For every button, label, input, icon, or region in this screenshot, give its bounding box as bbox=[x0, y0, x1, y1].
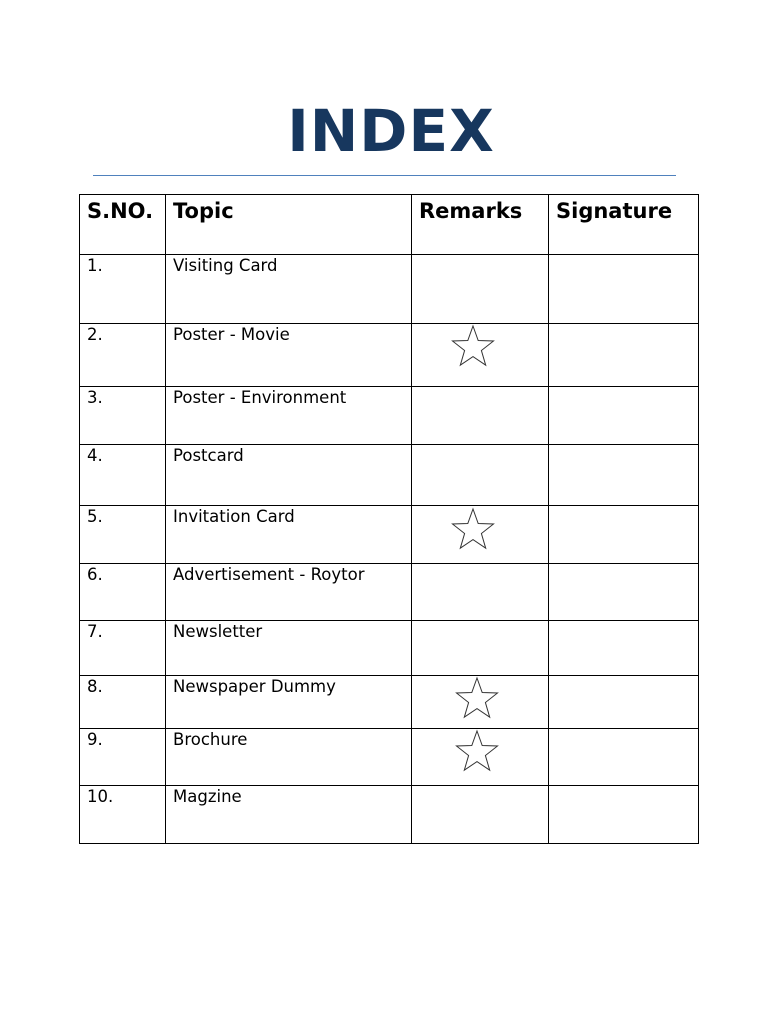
title-underline bbox=[93, 175, 676, 176]
header-signature: Signature bbox=[549, 195, 699, 255]
topic-cell: Magzine bbox=[166, 786, 412, 844]
remarks-cell bbox=[412, 786, 549, 844]
sno-cell: 4. bbox=[80, 445, 166, 506]
table-row bbox=[80, 324, 699, 387]
table-row bbox=[80, 676, 699, 729]
index-table bbox=[79, 194, 699, 844]
sno-cell: 10. bbox=[80, 786, 166, 844]
signature-cell bbox=[549, 506, 699, 564]
table-row bbox=[80, 786, 699, 844]
remarks-cell bbox=[412, 445, 549, 506]
topic-cell: Newsletter bbox=[166, 621, 412, 676]
table-row bbox=[80, 506, 699, 564]
sno-cell: 6. bbox=[80, 564, 166, 621]
signature-cell bbox=[549, 621, 699, 676]
signature-cell bbox=[549, 676, 699, 729]
table-row bbox=[80, 255, 699, 324]
remarks-cell bbox=[412, 506, 549, 564]
remarks-cell bbox=[412, 324, 549, 387]
table-row bbox=[80, 729, 699, 786]
sno-cell: 5. bbox=[80, 506, 166, 564]
star-outline-icon bbox=[450, 507, 496, 551]
signature-cell bbox=[549, 445, 699, 506]
remarks-cell bbox=[412, 621, 549, 676]
topic-cell: Advertisement - Roytor bbox=[166, 564, 412, 621]
header-topic: Topic bbox=[166, 195, 412, 255]
topic-cell: Poster - Environment bbox=[166, 387, 412, 445]
topic-cell: Poster - Movie bbox=[166, 324, 412, 387]
signature-cell bbox=[549, 786, 699, 844]
remarks-cell bbox=[412, 564, 549, 621]
remarks-cell bbox=[412, 729, 549, 786]
sno-cell: 8. bbox=[80, 676, 166, 729]
star-outline-icon bbox=[454, 676, 500, 720]
topic-cell: Invitation Card bbox=[166, 506, 412, 564]
signature-cell bbox=[549, 255, 699, 324]
sno-cell: 2. bbox=[80, 324, 166, 387]
signature-cell bbox=[549, 729, 699, 786]
table-row bbox=[80, 621, 699, 676]
topic-cell: Visiting Card bbox=[166, 255, 412, 324]
header-sno: S.NO. bbox=[80, 195, 166, 255]
table-row bbox=[80, 564, 699, 621]
remarks-cell bbox=[412, 255, 549, 324]
table-row bbox=[80, 445, 699, 506]
table-row bbox=[80, 387, 699, 445]
sno-cell: 7. bbox=[80, 621, 166, 676]
sno-cell: 9. bbox=[80, 729, 166, 786]
star-outline-icon bbox=[450, 324, 496, 368]
topic-cell: Brochure bbox=[166, 729, 412, 786]
header-row bbox=[80, 195, 699, 255]
signature-cell bbox=[549, 324, 699, 387]
header-remarks: Remarks bbox=[412, 195, 549, 255]
remarks-cell bbox=[412, 676, 549, 729]
page-title: INDEX bbox=[287, 97, 495, 165]
signature-cell bbox=[549, 564, 699, 621]
sno-cell: 1. bbox=[80, 255, 166, 324]
star-outline-icon bbox=[454, 729, 500, 773]
topic-cell: Postcard bbox=[166, 445, 412, 506]
sno-cell: 3. bbox=[80, 387, 166, 445]
topic-cell: Newspaper Dummy bbox=[166, 676, 412, 729]
signature-cell bbox=[549, 387, 699, 445]
remarks-cell bbox=[412, 387, 549, 445]
